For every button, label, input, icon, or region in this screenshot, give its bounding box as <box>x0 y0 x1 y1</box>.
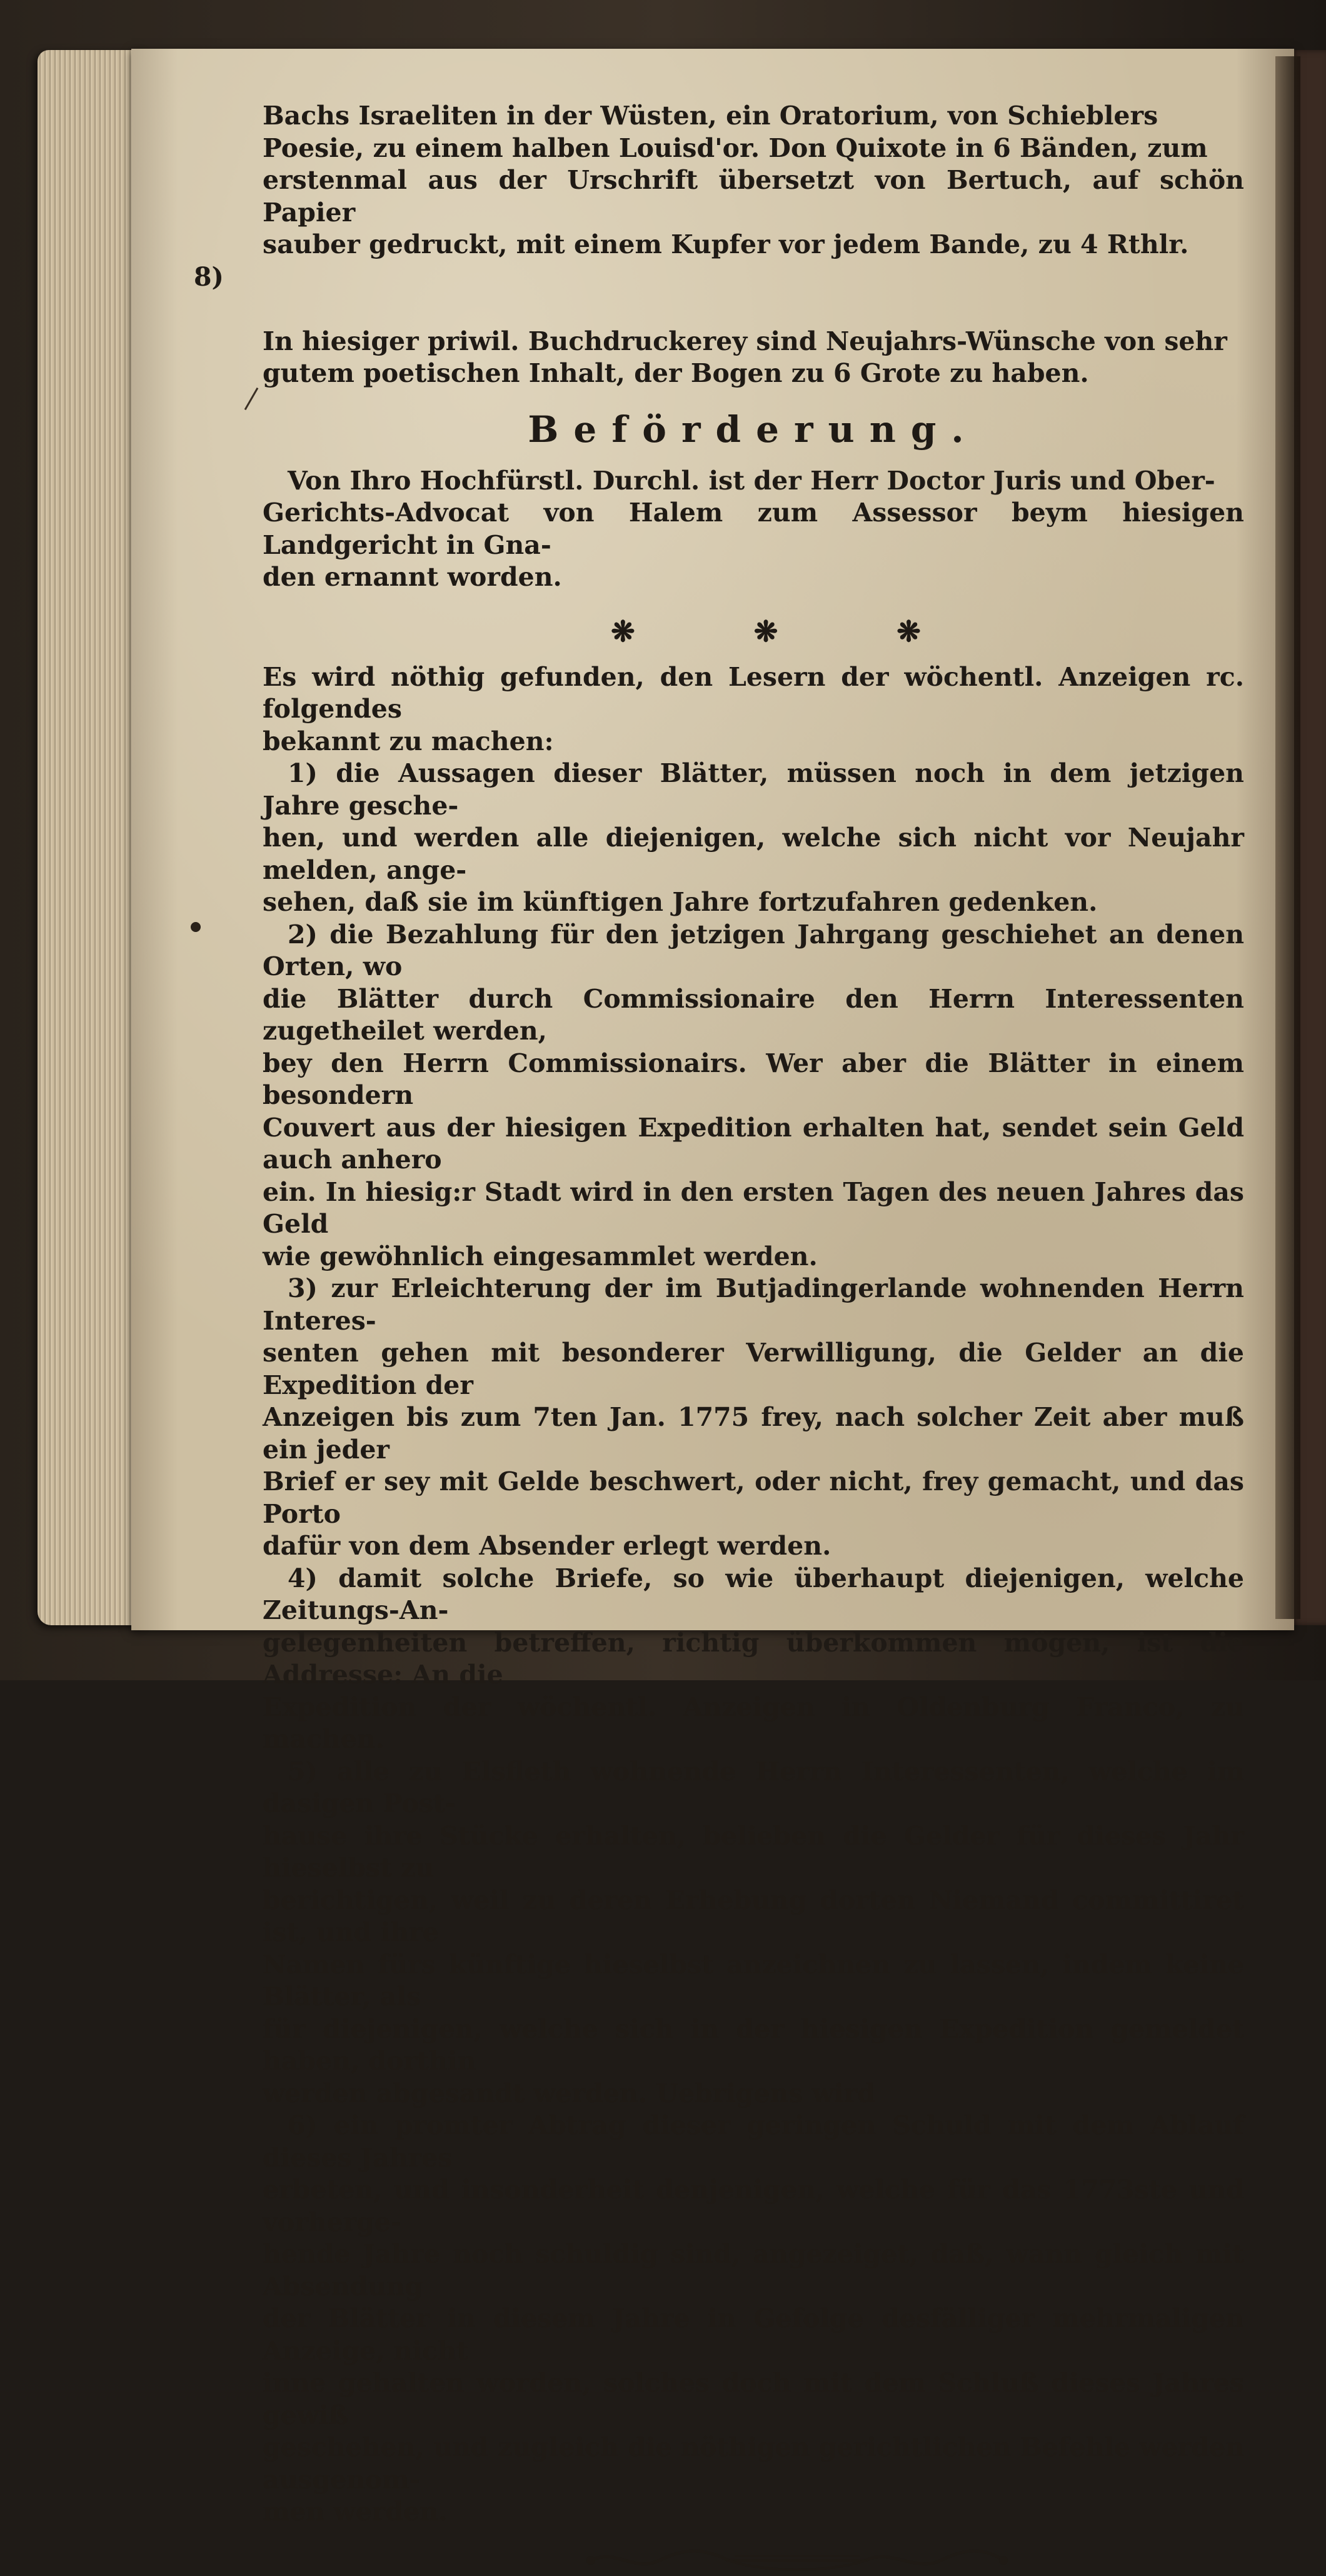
ornament-flourish-icon <box>578 2545 1016 2576</box>
document-body <box>194 100 1244 2576</box>
asterism-separator <box>288 613 1244 650</box>
item-8-number: 8) <box>194 261 224 292</box>
notice-item-5: 5) alle zu Elsfleth wohnende Herrn Interessenten, welche im dasigen Post- hause ihre Stücke erhalten, belieben die Gelder für dieses Jahr hieselbst zu berichtigen, weil zu deren Erhebung dorten Niemand committiret ist, und ihre Namen fürs künftige hieselbst anzeichnen zu lassen, indem keine Blätter, als für diejenigen, welche sich in der hiesigen Expedition gemeldet haben, dorthin werden abgesandt werden. Uebrigens wird <box>263 1756 1244 2108</box>
closing-ornament <box>350 2545 1244 2576</box>
notice-item-6: 6) ein promter Abtrag dieser geringen Schuld mit dem Ablauf dieses Jahres erbeten, und insonderheit denjenigen, welche für das 1773ste und vorherge- hende Jahre noch schuldig sind, angezeiget, daß, wann gleich mit Absendung der Blätter in diesem Jahre in Gefolge desfälliger mehrmaligen Anzeige, nicht inne gehalten worden, solches doch mit dem Schluß dieses Jahres gewiß geschehen, und zugleich die nöthigen gerichtlichen Befehle werden ausgenom- men werden. <box>263 2110 1244 2527</box>
star-icon: ❋ <box>897 614 921 648</box>
item-8-text: In hiesiger priwil. Buchdruckerey sind Neujahrs-Wünsche von sehr gutem poetischen Inhalt, der Bogen zu 6 Grote zu haben. <box>263 326 1227 388</box>
notice-item-2: 2) die Bezahlung für den jetzigen Jahrgang geschiehet an denen Orten, wo die Blätter durch Commissionaire den Herrn Interessenten zugetheilet werden, bey den Herrn Commissionairs. Wer aber die Blätter in einem besondern Couvert aus der hiesigen Expedition erhalten hat, sendet sein Geld auch anhero ein. In hiesig:r Stadt wird in den ersten Tagen des neuen Jahres das Geld wie gewöhnlich eingesammlet werden. <box>263 919 1244 1271</box>
top-paragraph: Bachs Israeliten in der Wüsten, ein Oratorium, von Schieblers Poesie, zu einem halben Louisd'or. Don Quixote in 6 Bänden, zum erstenmal aus der Urschrift übersetzt von Bertuch, auf schön Papier sauber gedruckt, mit einem Kupfer vor jedem Bande, zu 4 Rthlr. <box>263 101 1244 259</box>
item-8 <box>194 261 1244 390</box>
star-icon: ❋ <box>611 614 635 648</box>
star-icon: ❋ <box>753 614 778 648</box>
notice-intro: Es wird nöthig gefunden, den Lesern der wöchentl. Anzeigen rc. folgendes bekannt zu machen: <box>263 661 1244 756</box>
section-heading: Beförderung. <box>528 408 979 451</box>
margin-ink-speck <box>191 922 201 932</box>
page-gutter-shadow <box>1275 56 1300 1619</box>
promotion-paragraph: Von Ihro Hochfürstl. Durchl. ist der Herr Doctor Juris und Ober- Gerichts-Advocat von Halem zum Assessor beym hiesigen Landgericht in Gna- den ernannt worden. <box>263 465 1244 592</box>
notice-item-1: 1) die Aussagen dieser Blätter, müssen noch in dem jetzigen Jahre gesche- hen, und werden alle diejenigen, welche sich nicht vor Neujahr melden, ange- sehen, daß sie im künftigen Jahre fortzufahren gedenken. <box>263 758 1244 917</box>
notice-item-3: 3) zur Erleichterung der im Butjadingerlande wohnenden Herrn Interes- senten gehen mit besonderer Verwilligung, die Gelder an die Expedition der Anzeigen bis zum 7ten Jan. 1775 frey, nach solcher Zeit aber muß ein jeder Brief er sey mit Gelde beschwert, oder nicht, frey gemacht, und das Porto dafür von dem Absender erlegt werden. <box>263 1273 1244 1561</box>
page-stack-edges <box>38 50 144 1625</box>
notice-item-4: 4) damit solche Briefe, so wie überhaupt diejenigen, welche Zeitungs-An- gelegenheiten betreffen, richtig überkommen mögen, ist die Addresse: An die Expedition der wöchentl. Anzeigen in Oldenburg Franco, zu machen. <box>263 1563 1244 1754</box>
